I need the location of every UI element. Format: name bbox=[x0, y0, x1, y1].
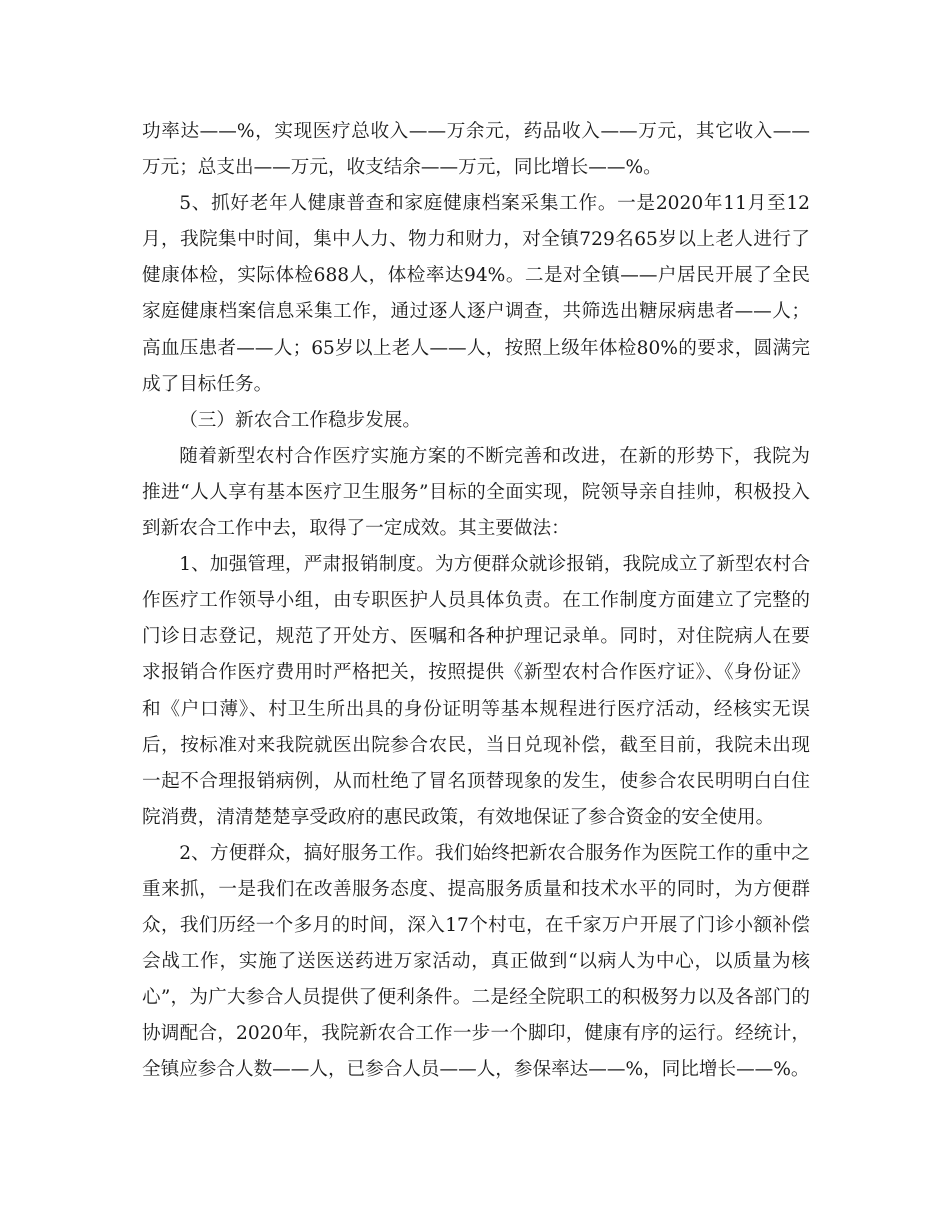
section-heading-new-rural-cooperative: （三）新农合工作稳步发展。 bbox=[179, 409, 421, 431]
paragraph-elderly-health-checkup: 5、抓好老年人健康普查和家庭健康档案采集工作。一是2020年11月至12月，我院集中时间，集中人力、物力和财力，对全镇729名65岁以上老人进行了健康体检，实际体检688人，体检率达94%。二是对全镇——户居民开展了全民家庭健康档案信息采集工作，通过逐人逐户调查，共筛选出糖尿病患者——人；高血压患者——人；65岁以上老人——人，按照上级年体检80%的要求，圆满完成了目标任务。 bbox=[142, 193, 810, 395]
paragraph-income-summary: 功率达——%，实现医疗总收入——万余元，药品收入——万元，其它收入——万元；总支出——万元，收支结余——万元，同比增长——%。 bbox=[142, 121, 810, 179]
paragraph-strengthen-management: 1、加强管理，严肃报销制度。为方便群众就诊报销，我院成立了新型农村合作医疗工作领导小组，由专职医护人员具体负责。在工作制度方面建立了完整的门诊日志登记，规范了开处方、医嘱和各种护理记录单。同时，对住院病人在要求报销合作医疗费用时严格把关，按照提供《新型农村合作医疗证》、《身份证》和《户口薄》、村卫生所出具的身份证明等基本规程进行医疗活动，经核实无误后，按标准对来我院就医出院参合农民，当日兑现补偿，截至目前，我院未出现一起不合理报销病例，从而杜绝了冒名顶替现象的发生，使参合农民明明白白住院消费，清清楚楚享受政府的惠民政策，有效地保证了参合资金的安全使用。 bbox=[142, 554, 810, 828]
document-page bbox=[142, 114, 810, 1089]
paragraph-convenient-service: 2、方便群众，搞好服务工作。我们始终把新农合服务作为医院工作的重中之重来抓，一是我们在改善服务态度、提高服务质量和技术水平的同时，为方便群众，我们历经一个多月的时间，深入17个村屯，在千家万户开展了门诊小额补偿会战工作，实施了送医送药进万家活动，真正做到“以病人为中心，以质量为核心”，为广大参合人员提供了便利条件。二是经全院职工的积极努力以及各部门的协调配合，2020年，我院新农合工作一步一个脚印，健康有序的运行。经统计，全镇应参合人数——人，已参合人员——人，参保率达——%，同比增长——%。 bbox=[142, 842, 810, 1081]
paragraph-cooperative-intro: 随着新型农村合作医疗实施方案的不断完善和改进，在新的形势下，我院为推进“人人享有基本医疗卫生服务”目标的全面实现，院领导亲自挂帅，积极投入到新农合工作中去，取得了一定成效。其主要做法： bbox=[142, 445, 810, 540]
